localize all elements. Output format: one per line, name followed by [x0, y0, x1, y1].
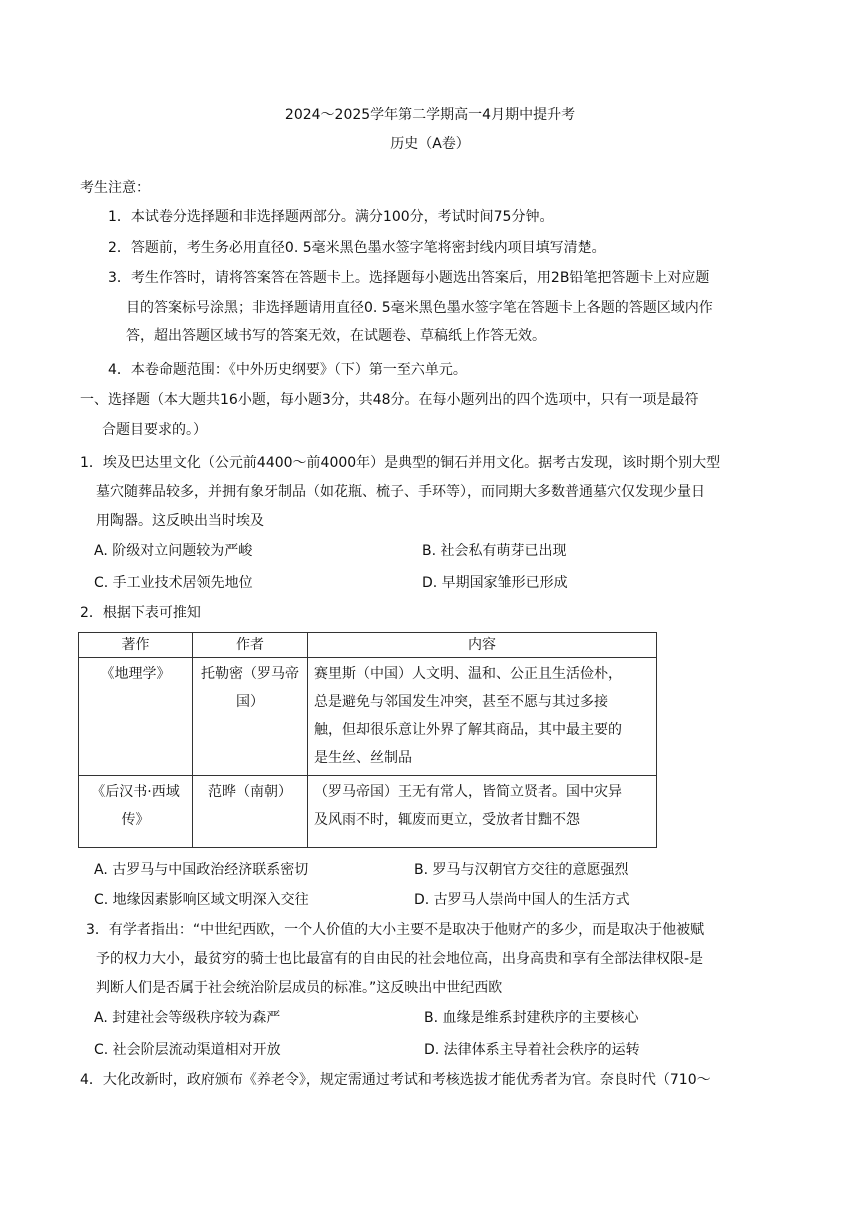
notice-item-3: 3．考生作答时，请将答案答在答题卡上。选择题每小题选出答案后，用2B铅笔把答题卡上对应题 — [108, 270, 710, 286]
table-header-row — [79, 633, 657, 658]
table-cell-author — [193, 776, 308, 848]
table-cell-content — [308, 776, 657, 848]
exam-subtitle: 历史（A卷） — [390, 136, 470, 152]
table-header-work: 著作 — [79, 633, 193, 658]
table-cell-author — [193, 658, 308, 776]
q2-option-a: A. 古罗马与中国政治经济联系密切 — [94, 862, 309, 878]
q3-option-c: C. 社会阶层流动渠道相对开放 — [94, 1042, 281, 1058]
q3-option-a: A. 封建社会等级秩序较为森严 — [94, 1010, 281, 1026]
table-cell-work — [79, 658, 193, 776]
notice-item-2: 2．答题前，考生务必用直径0. 5毫米黑色墨水签字笔将密封线内项目填写清楚。 — [108, 240, 606, 256]
q3-stem-line3: 判断人们是否属于社会统治阶层成员的标准。”这反映出中世纪西欧 — [96, 980, 503, 996]
cell-text: 及风雨不时，辄废而更立，受放者甘黜不怨 — [314, 812, 580, 828]
notice-item-3-cont2: 答，超出答题区域书写的答案无效，在试题卷、草稿纸上作答无效。 — [126, 328, 546, 344]
cell-text: 《地理学》 — [100, 666, 171, 682]
notice-item-1: 1．本试卷分选择题和非选择题两部分。满分100分，考试时间75分钟。 — [108, 209, 554, 225]
q2-option-b: B. 罗马与汉朝官方交往的意愿强烈 — [414, 862, 629, 878]
q3-stem-line2: 予的权力大小，最贫穷的骑士也比最富有的自由民的社会地位高，出身高贵和享有全部法律权限-是 — [96, 951, 704, 967]
q1-option-c: C. 手工业技术居领先地位 — [94, 575, 253, 591]
exam-title: 2024～2025学年第二学期高一4月期中提升考 — [284, 107, 576, 123]
section1-heading: 一、选择题（本大题共16小题，每小题3分，共48分。在每小题列出的四个选项中，只有一项是最符 — [80, 392, 699, 408]
cell-text: 触，但却很乐意让外界了解其商品，其中最主要的 — [314, 722, 622, 738]
cell-text: 《后汉书·西域 — [91, 784, 180, 800]
notice-item-3-cont1: 目的答案标号涂黑；非选择题请用直径0. 5毫米黑色墨水签字笔在答题卡上各题的答题区域内作 — [126, 300, 713, 316]
cell-text: （罗马帝国）王无有常人，皆简立贤者。国中灾异 — [314, 784, 622, 800]
table-cell-content — [308, 658, 657, 776]
cell-text: 范晔（南朝） — [208, 784, 292, 800]
q1-option-a: A. 阶级对立问题较为严峻 — [94, 543, 253, 559]
table-header-author: 作者 — [193, 633, 308, 658]
cell-text: 总是避免与邻国发生冲突，甚至不愿与其过多接 — [314, 694, 608, 710]
cell-text: 托勒密（罗马帝 — [201, 666, 299, 682]
q1-stem-line1: 1．埃及巴达里文化（公元前4400～前4000年）是典型的铜石并用文化。据考古发现，该时期个别大型 — [80, 455, 721, 471]
q3-stem-line1: 3．有学者指出：“中世纪西欧，一个人价值的大小主要不是取决于他财产的多少，而是取决于他被赋 — [86, 922, 705, 938]
section1-heading-cont: 合题目要求的。） — [102, 422, 207, 438]
q3-option-d: D. 法律体系主导着社会秩序的运转 — [424, 1042, 640, 1058]
table-cell-work — [79, 776, 193, 848]
cell-text: 国） — [236, 694, 264, 710]
q1-stem-line2: 墓穴随葬品较多，并拥有象牙制品（如花瓶、梳子、手环等），而同期大多数普通墓穴仅发现少量日 — [96, 484, 705, 500]
q1-stem-line3: 用陶器。这反映出当时埃及 — [96, 513, 264, 529]
q2-stem: 2．根据下表可推知 — [80, 605, 201, 621]
q1-option-b: B. 社会私有萌芽已出现 — [422, 543, 567, 559]
table-row — [79, 776, 657, 848]
q1-option-d: D. 早期国家雏形已形成 — [422, 575, 568, 591]
table-header-content: 内容 — [308, 633, 657, 658]
q2-option-d: D. 古罗马人崇尚中国人的生活方式 — [414, 892, 630, 908]
table-row — [79, 658, 657, 776]
q2-table — [78, 632, 657, 848]
q3-option-b: B. 血缘是维系封建秩序的主要核心 — [424, 1010, 639, 1026]
notice-heading: 考生注意： — [80, 180, 150, 196]
cell-text: 赛里斯（中国）人文明、温和、公正且生活俭朴， — [314, 666, 622, 682]
notice-item-4: 4．本卷命题范围：《中外历史纲要》（下）第一至六单元。 — [108, 362, 467, 378]
cell-text: 传》 — [121, 812, 150, 828]
cell-text: 是生丝、丝制品 — [314, 750, 412, 766]
q4-stem-line1: 4．大化改新时，政府颁布《养老令》，规定需通过考试和考核选拔才能优秀者为官。奈良时代（710～ — [80, 1072, 711, 1088]
q2-option-c: C. 地缘因素影响区域文明深入交往 — [94, 892, 309, 908]
